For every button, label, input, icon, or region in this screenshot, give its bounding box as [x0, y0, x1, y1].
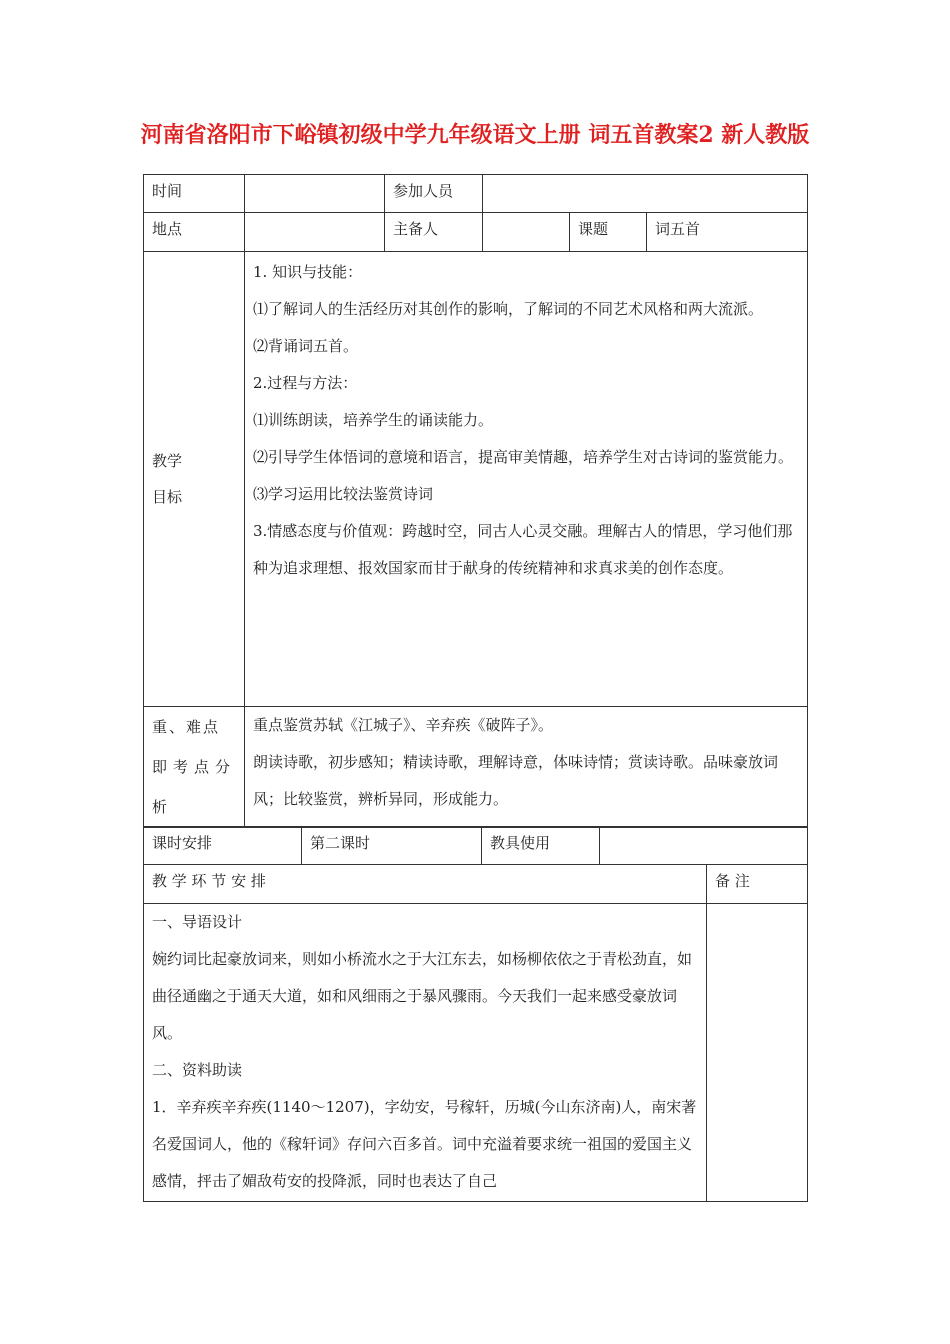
- objective-line: ⑵背诵词五首。: [253, 337, 359, 355]
- lesson-content: [144, 904, 707, 1202]
- time-label: 时间: [144, 175, 245, 213]
- document-title: 河南省洛阳市下峪镇初级中学九年级语文上册 词五首教案2 新人教版: [140, 122, 810, 148]
- objective-line: 3.情感态度与价值观：跨越时空，同古人心灵交融。理解古人的情思，学习他们那种为追求理想、报效国家而甘于献身的传统精神和求真求美的创作态度。: [253, 522, 793, 577]
- time-value: [245, 175, 385, 213]
- objective-line: ⑴了解词人的生活经历对其创作的影响，了解词的不同艺术风格和两大流派。: [253, 300, 764, 318]
- objective-line: 1. 知识与技能：: [253, 263, 363, 281]
- keypoints-label-line2: 即考点分: [152, 758, 237, 776]
- notes-label: 备 注: [707, 865, 808, 904]
- topic-value: 词五首: [647, 213, 808, 252]
- objective-line: ⑶学习运用比较法鉴赏诗词: [253, 485, 434, 503]
- preparer-value: [483, 213, 570, 252]
- section-text: 婉约词比起豪放词来，则如小桥流水之于大江东去，如杨柳依依之于青松劲直，如曲径通幽之于通天大道，如和风细雨之于暴风骤雨。今天我们一起来感受豪放词风。: [152, 950, 693, 1042]
- notes-content: [707, 904, 808, 1202]
- objectives-label: [144, 252, 245, 707]
- objective-line: 2.过程与方法：: [253, 374, 358, 392]
- objectives-label-line1: 教学: [152, 452, 183, 470]
- objective-line: ⑴训练朗读，培养学生的诵读能力。: [253, 411, 494, 429]
- topic-label: 课题: [570, 213, 647, 252]
- place-value: [245, 213, 385, 252]
- objectives-content: [245, 252, 808, 707]
- schedule-value: 第二课时: [302, 827, 482, 865]
- section-heading: 二、资料助读: [152, 1061, 243, 1079]
- participants-label: 参加人员: [385, 175, 483, 213]
- participants-value: [483, 175, 808, 213]
- section-text: 1．辛弃疾辛弃疾(1140～1207)，字幼安，号稼轩，历城(今山东济南)人，南宋著名爱国词人，他的《稼轩词》存问六百多首。词中充溢着要求统一祖国的爱国主义感情，抨击了媚敌苟安的投降派，同时也表达了自己: [152, 1098, 697, 1190]
- tools-value: [600, 827, 808, 865]
- arrangement-table: [143, 864, 808, 1202]
- keypoints-line: 重点鉴赏苏轼《江城子》、辛弃疾《破阵子》。: [253, 716, 554, 734]
- schedule-label: 课时安排: [144, 827, 302, 865]
- tools-label: 教具使用: [482, 827, 600, 865]
- info-table: [143, 174, 808, 828]
- section-heading: 一、导语设计: [152, 913, 243, 931]
- preparer-label: 主备人: [385, 213, 483, 252]
- arrangement-label: 教 学 环 节 安 排: [144, 865, 707, 904]
- keypoints-label: [144, 707, 245, 828]
- keypoints-content: [245, 707, 808, 828]
- objectives-label-line2: 目标: [152, 488, 183, 506]
- schedule-table: [143, 826, 808, 865]
- keypoints-line: 朗读诗歌，初步感知；精读诗歌，理解诗意，体味诗情；赏读诗歌。品味豪放词风；比较鉴赏，辨析异同，形成能力。: [253, 753, 779, 808]
- objective-line: ⑵引导学生体悟词的意境和语言，提高审美情趣，培养学生对古诗词的鉴赏能力。: [253, 448, 794, 466]
- place-label: 地点: [144, 213, 245, 252]
- keypoints-label-line1: 重、难点: [152, 718, 221, 736]
- keypoints-label-line3: 析: [152, 798, 168, 816]
